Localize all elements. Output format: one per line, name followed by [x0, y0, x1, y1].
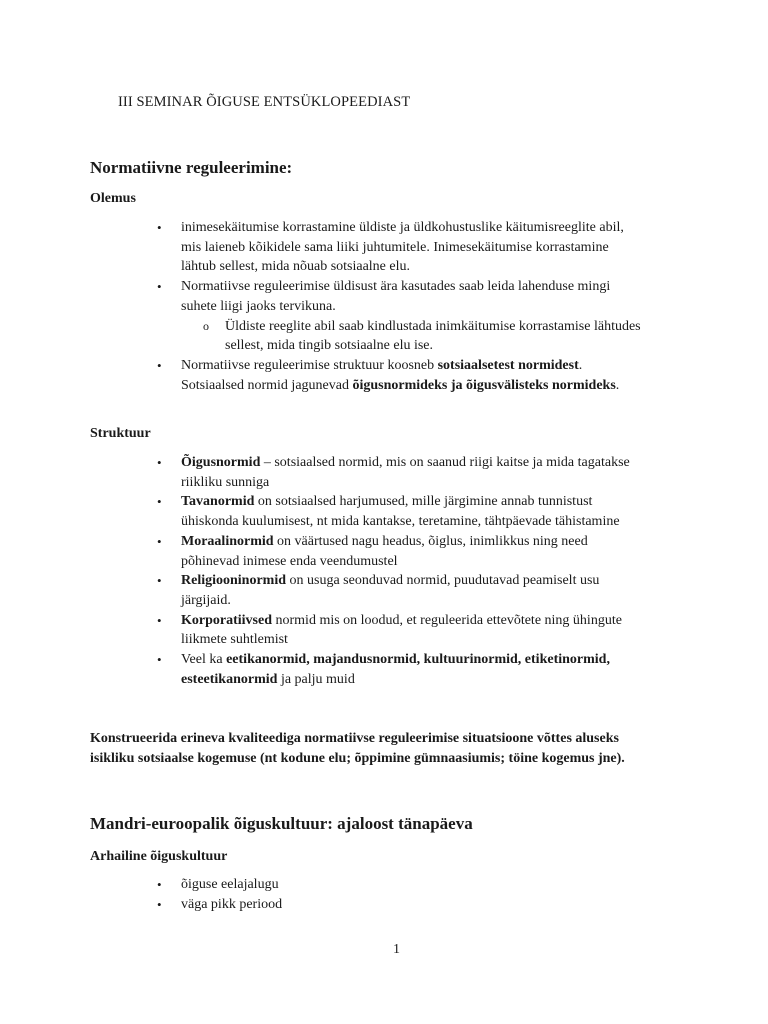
list-item-text: Üldiste reeglite abil saab kindlustada inimkäitumise korrastamise lähtudes: [225, 318, 641, 334]
list-item-text: mis laieneb kõikidele sama liiki juhtumitele. Inimesekäitumise korrastamine: [181, 239, 609, 255]
subheading-arhailine: Arhailine õiguskultuur: [90, 849, 228, 864]
struktuur-list: [157, 453, 677, 689]
list-item-text: ühiskonda kuulumisest, nt mida kantakse, teretamine, tähtpäevade tähistamine: [181, 514, 620, 530]
bullet-icon: •: [157, 279, 162, 295]
bullet-icon: •: [157, 877, 162, 892]
list-item-text: – sotsiaalsed normid, mis on saanud riigi kaitse ja mida tagatakse: [260, 455, 630, 470]
list-item: [157, 571, 677, 610]
list-item-text: sellest, mida tingib sotsiaalne elu ise.: [225, 338, 434, 354]
bullet-icon: •: [157, 494, 162, 510]
list-item-text: Veel ka: [181, 652, 227, 668]
list-item: [157, 895, 677, 915]
list-item: [157, 356, 677, 395]
bold-term: Õigusnormid: [181, 455, 261, 470]
bullet-icon: •: [157, 896, 162, 912]
bold-term: Religiooninormid: [181, 573, 287, 589]
arhailine-list: [157, 875, 677, 914]
subheading-struktuur: Struktuur: [90, 426, 151, 441]
subheading-olemus: Olemus: [90, 191, 136, 206]
list-item-text: Normatiivse reguleerimise struktuur koosneb: [181, 357, 438, 373]
list-item-text: põhinevad inimese enda veendumustel: [181, 553, 398, 569]
list-item: [157, 453, 677, 492]
list-item-text: on väärtused nagu headus, õiglus, inimlikkus ning need: [273, 533, 588, 549]
bullet-icon: •: [157, 612, 162, 628]
olemus-sublist: [181, 317, 677, 356]
list-item-text: on usuga seonduvad normid, puudutavad peamiselt usu: [286, 573, 600, 589]
bullet-icon: •: [157, 533, 162, 549]
list-item-text: inimesekäitumise korrastamine üldiste ja üldkohustuslike käitumisreeglite abil,: [181, 220, 624, 235]
punctuation: .: [615, 377, 620, 393]
bold-term: eetikanormid, majandusnormid, kultuurinormid, etiketinormid,: [226, 652, 610, 668]
bold-term: Moraalinormid: [181, 533, 274, 549]
olemus-list: [157, 218, 677, 395]
list-item-text: õiguse eelajalugu: [181, 877, 279, 892]
list-item-text: on sotsiaalsed harjumused, mille järgimine annab tunnistust: [254, 494, 593, 510]
list-item: [157, 277, 677, 356]
list-item-text: järgijaid.: [181, 592, 231, 608]
sublist-item: [203, 317, 677, 356]
list-item-text: suhete liigi jaoks tervikuna.: [181, 298, 336, 314]
list-item-text: normid mis on loodud, et reguleerida ettevõtete ning ühingute: [272, 612, 622, 628]
list-item-text: Sotsiaalsed normid jagunevad: [181, 377, 353, 393]
bold-term: Korporatiivsed: [181, 612, 272, 628]
task-text: isikliku sotsiaalse kogemuse (nt kodune elu; õppimine gümnaasiumis; töine kogemus jne).: [90, 751, 625, 766]
task-paragraph: [90, 729, 625, 769]
bullet-icon: •: [157, 357, 162, 373]
task-text: Konstrueerida erineva kvaliteediga normatiivse reguleerimise situatsioone võttes aluseks: [90, 731, 619, 746]
bold-term: õigusnormideks ja õigusvälisteks normideks: [352, 377, 616, 393]
bullet-icon: •: [157, 455, 162, 470]
list-item-text: liikmete suhtlemist: [181, 632, 288, 648]
page-number: 1: [393, 942, 400, 957]
bold-term: Tavanormid: [181, 494, 255, 510]
list-item-text: riikliku sunniga: [181, 474, 270, 490]
list-item: [157, 492, 677, 531]
list-item-text: väga pikk periood: [181, 896, 283, 912]
list-item: [157, 650, 677, 689]
list-item: [157, 218, 677, 277]
sub-bullet-icon: o: [203, 318, 209, 333]
bold-term: sotsiaalsetest normidest: [437, 357, 579, 373]
section-heading-normatiivne: Normatiivne reguleerimine:: [90, 158, 293, 177]
list-item-text: lähtub sellest, mida nõuab sotsiaalne elu.: [181, 259, 411, 275]
list-item-text: ja palju muid: [277, 671, 355, 687]
document-title: III SEMINAR ÕIGUSE ENTSÜKLOPEEDIAST: [118, 94, 411, 110]
list-item: [157, 611, 677, 650]
bullet-icon: •: [157, 220, 162, 235]
bold-term: esteetikanormid: [181, 671, 278, 687]
list-item: [157, 532, 677, 571]
bullet-icon: •: [157, 652, 162, 668]
list-item: [157, 875, 677, 895]
bullet-icon: •: [157, 573, 162, 589]
list-item-text: Normatiivse reguleerimise üldisust ära kasutades saab leida lahenduse mingi: [181, 279, 611, 295]
section-heading-mandri: Mandri-euroopalik õiguskultuur: ajaloost tänapäeva: [90, 814, 473, 833]
punctuation: .: [578, 357, 583, 373]
